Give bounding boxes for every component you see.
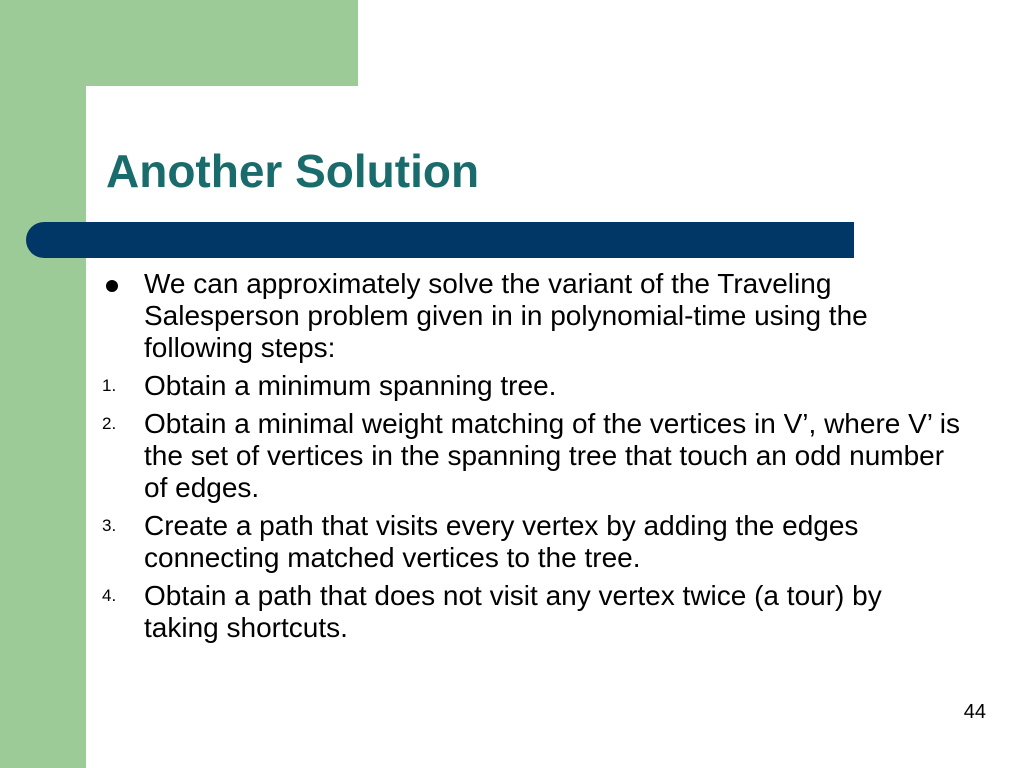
step-item-2 bbox=[102, 408, 962, 504]
page-number: 44 bbox=[963, 701, 986, 723]
step-item-1 bbox=[102, 370, 962, 402]
bullet-dot-icon bbox=[106, 280, 118, 292]
bullet-text: We can approximately solve the variant of the Traveling Salesperson problem given in in polynomial-time using the following steps: bbox=[144, 268, 868, 363]
step-number: 2. bbox=[102, 414, 117, 433]
step-text: Create a path that visits every vertex by adding the edges connecting matched vertices to the tree. bbox=[144, 510, 859, 573]
step-number: 1. bbox=[102, 376, 117, 395]
step-number: 4. bbox=[102, 586, 117, 605]
bullet-item bbox=[102, 268, 962, 364]
slide-title: Another Solution bbox=[106, 145, 480, 197]
slide-content-list bbox=[102, 268, 962, 650]
step-text: Obtain a minimum spanning tree. bbox=[144, 370, 557, 401]
step-item-4 bbox=[102, 580, 962, 644]
title-underline-bar bbox=[26, 222, 854, 258]
step-number: 3. bbox=[102, 516, 117, 535]
step-text: Obtain a minimal weight matching of the vertices in V’, where V’ is the set of vertices in the spanning tree that touch an odd number of edges. bbox=[144, 408, 960, 503]
decorative-green-band-left bbox=[0, 0, 86, 768]
step-item-3 bbox=[102, 510, 962, 574]
decorative-green-band-top bbox=[0, 0, 358, 86]
step-text: Obtain a path that does not visit any vertex twice (a tour) by taking shortcuts. bbox=[144, 580, 882, 643]
